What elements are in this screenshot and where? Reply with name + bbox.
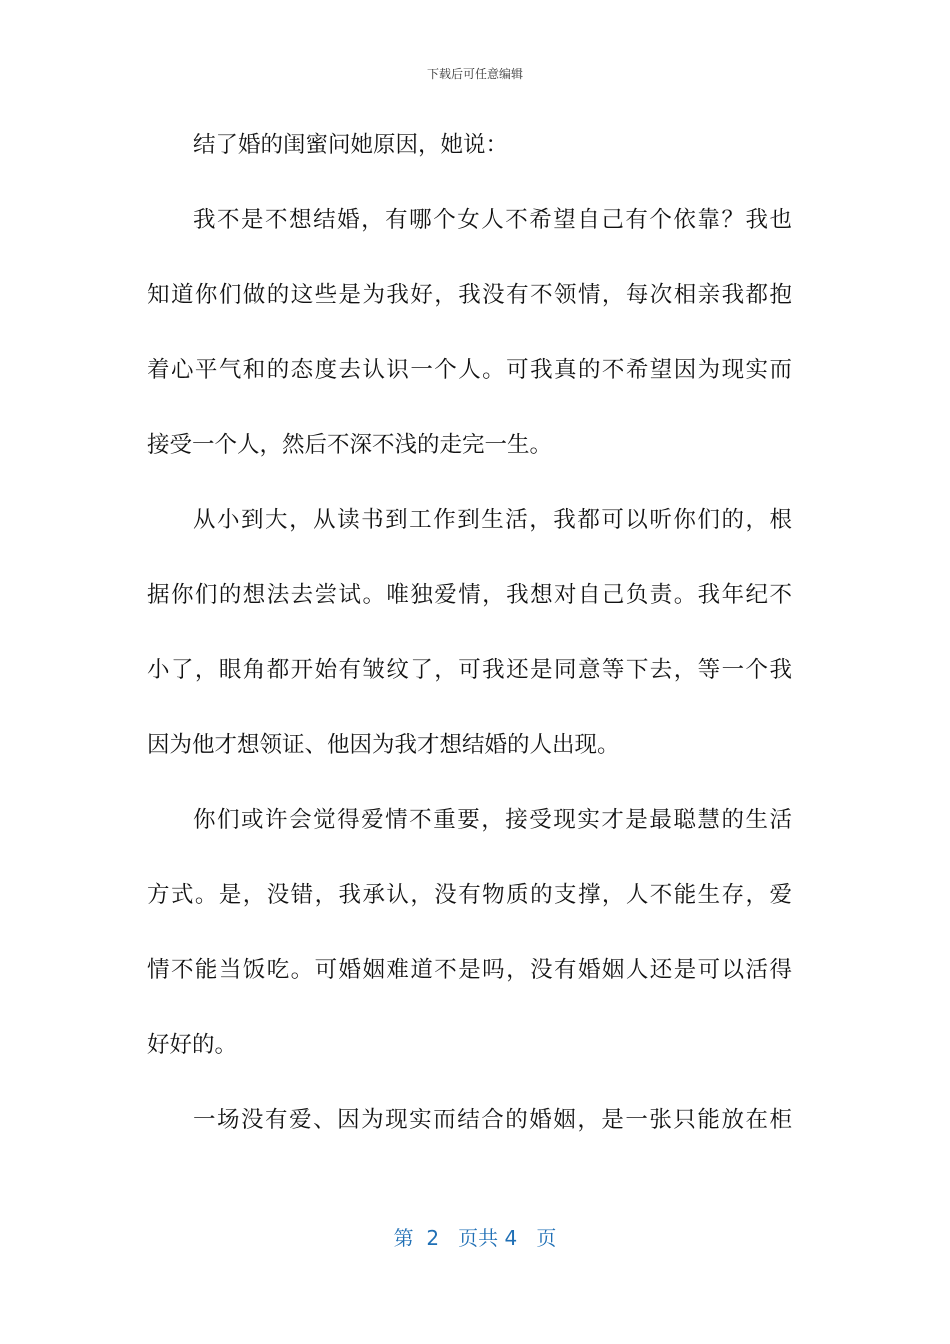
paragraph-line: 我不是不想结婚，有哪个女人不希望自己有个依靠？我也: [193, 207, 792, 233]
paragraph-line: 据你们的想法去尝试。唯独爱情，我想对自己负责。我年纪不: [147, 582, 792, 608]
paragraph-line: 方式。是，没错，我承认，没有物质的支撑，人不能生存，爱: [147, 882, 792, 908]
paragraph-line: 结了婚的闺蜜问她原因，她说：: [193, 132, 509, 158]
paragraph-line: 你们或许会觉得爱情不重要，接受现实才是最聪慧的生活: [193, 807, 792, 833]
paragraph-line: 知道你们做的这些是为我好，我没有不领情，每次相亲我都抱: [147, 282, 792, 308]
paragraph-line: 一场没有爱、因为现实而结合的婚姻，是一张只能放在柜: [193, 1107, 792, 1133]
page-header: 下载后可任意编辑: [426, 67, 523, 81]
paragraph-line: 好好的。: [147, 1032, 238, 1058]
paragraph-line: 接受一个人，然后不深不浅的走完一生。: [147, 432, 553, 458]
paragraph-line: 情不能当饭吃。可婚姻难道不是吗，没有婚姻人还是可以活得: [147, 957, 792, 983]
paragraph-line: 小了，眼角都开始有皱纹了，可我还是同意等下去，等一个我: [147, 657, 792, 683]
paragraph-line: 因为他才想领证、他因为我才想结婚的人出现。: [147, 732, 620, 758]
page-number-footer: 第 2 页共 4 页: [393, 1226, 557, 1250]
paragraph-line: 着心平气和的态度去认识一个人。可我真的不希望因为现实而: [147, 357, 792, 383]
paragraph-line: 从小到大，从读书到工作到生活，我都可以听你们的，根: [193, 507, 792, 533]
